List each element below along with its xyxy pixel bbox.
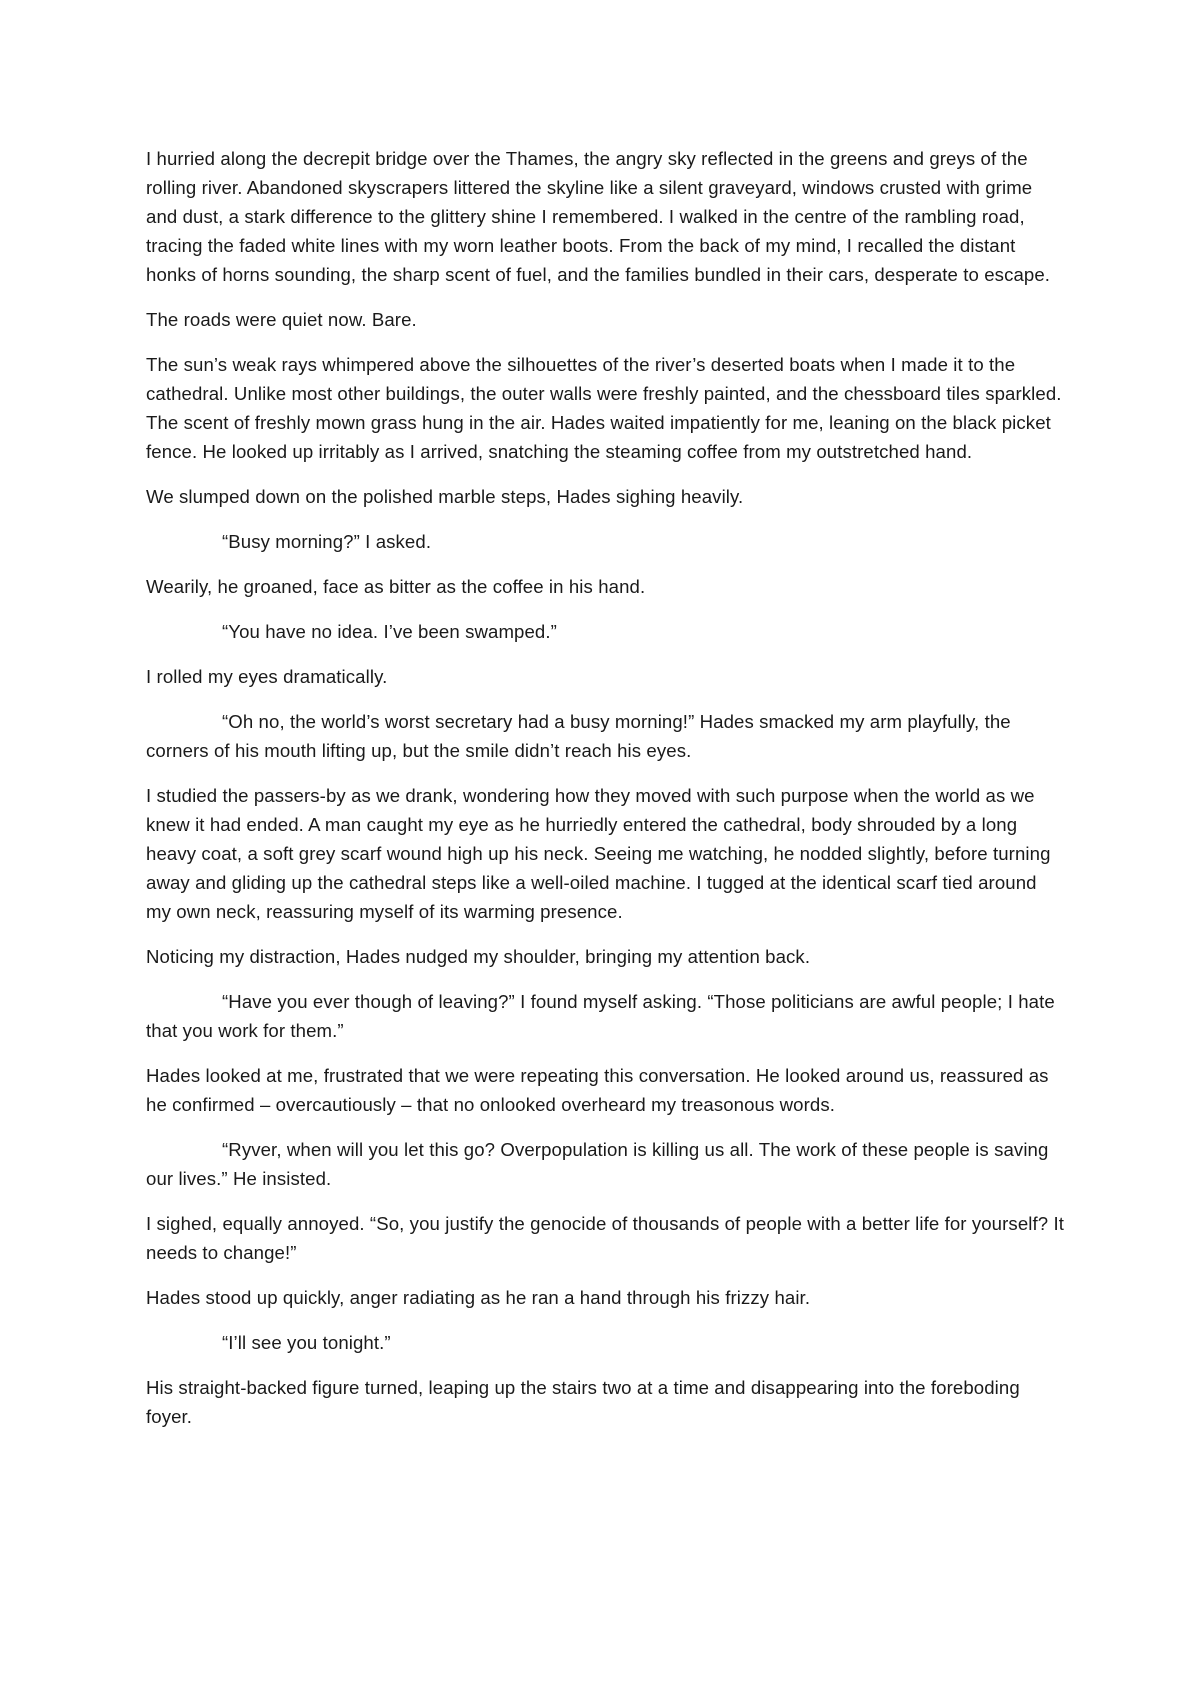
paragraph: Noticing my distraction, Hades nudged my shoulder, bringing my attention back. [146, 946, 811, 967]
paragraph: I rolled my eyes dramatically. [146, 666, 388, 687]
dialogue-paragraph: “Oh no, the world’s worst secretary had a busy morning!” Hades smacked my arm playfully, the corners of his mouth lifting up, but the smile didn’t reach his eyes. [146, 711, 1011, 761]
paragraph: Hades stood up quickly, anger radiating as he ran a hand through his frizzy hair. [146, 1287, 811, 1308]
paragraph: We slumped down on the polished marble steps, Hades sighing heavily. [146, 486, 744, 507]
dialogue-paragraph: “Have you ever though of leaving?” I found myself asking. “Those politicians are awful people; I hate that you work for them.” [146, 991, 1055, 1041]
paragraph: Wearily, he groaned, face as bitter as the coffee in his hand. [146, 576, 646, 597]
paragraph: I sighed, equally annoyed. “So, you justify the genocide of thousands of people with a better life for yourself? It needs to change!” [146, 1213, 1064, 1263]
document-body [146, 144, 1066, 1447]
dialogue-paragraph: “I’ll see you tonight.” [222, 1332, 391, 1353]
paragraph: The sun’s weak rays whimpered above the silhouettes of the river’s deserted boats when I made it to the cathedral. Unlike most other buildings, the outer walls were freshly painted, and the chessboard tiles sparkled. The scent of freshly mown grass hung in the air. Hades waited impatiently for me, leaning on the black picket fence. He looked up irritably as I arrived, snatching the steaming coffee from my outstretched hand. [146, 354, 1062, 462]
dialogue-paragraph: “Ryver, when will you let this go? Overpopulation is killing us all. The work of these people is saving our lives.” He insisted. [146, 1139, 1049, 1189]
paragraph: I hurried along the decrepit bridge over the Thames, the angry sky reflected in the greens and greys of the rolling river. Abandoned skyscrapers littered the skyline like a silent graveyard, windows crusted with grime and dust, a stark difference to the glittery shine I remembered. I walked in the centre of the rambling road, tracing the faded white lines with my worn leather boots. From the back of my mind, I recalled the distant honks of horns sounding, the sharp scent of fuel, and the families bundled in their cars, desperate to escape. [146, 148, 1051, 285]
dialogue-paragraph: “Busy morning?” I asked. [222, 531, 432, 552]
paragraph: The roads were quiet now. Bare. [146, 309, 417, 330]
dialogue-paragraph: “You have no idea. I’ve been swamped.” [222, 621, 557, 642]
paragraph: I studied the passers-by as we drank, wondering how they moved with such purpose when the world as we knew it had ended. A man caught my eye as he hurriedly entered the cathedral, body shrouded by a long heavy coat, a soft grey scarf wound high up his neck. Seeing me watching, he nodded slightly, before turning away and gliding up the cathedral steps like a well-oiled machine. I tugged at the identical scarf tied around my own neck, reassuring myself of its warming presence. [146, 785, 1051, 922]
paragraph: Hades looked at me, frustrated that we were repeating this conversation. He looked around us, reassured as he confirmed – overcautiously – that no onlooked overheard my treasonous words. [146, 1065, 1049, 1115]
paragraph: His straight-backed figure turned, leaping up the stairs two at a time and disappearing into the foreboding foyer. [146, 1377, 1020, 1427]
